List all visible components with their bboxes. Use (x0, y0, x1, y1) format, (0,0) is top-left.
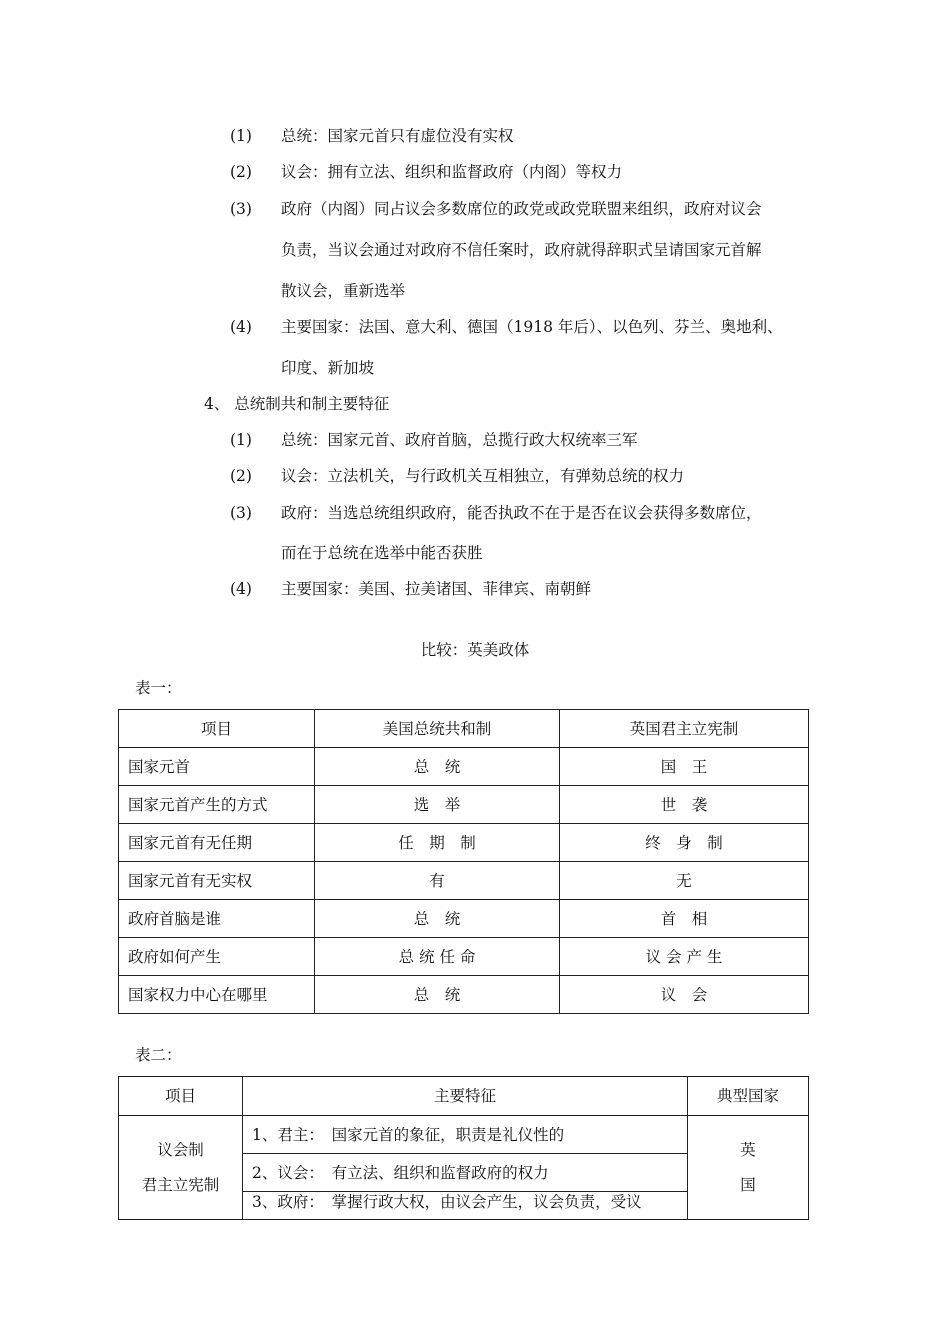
list-text-3a: 政府（内阁）同占议会多数席位的政党或政党联盟来组织，政府对议会 (281, 200, 762, 218)
table-cell: 总 统 任 命 (315, 938, 560, 976)
table-cell: 国家元首 (119, 748, 315, 786)
item-line: 议会制 (157, 1140, 204, 1159)
table-row (119, 786, 809, 824)
table-row (119, 1116, 809, 1154)
pres-text-1: 总统：国家元首、政府首脑，总揽行政大权统率三军 (281, 431, 638, 449)
list-text-1: 总统：国家元首只有虚位没有实权 (281, 127, 514, 145)
table-cell: 国家元首有无任期 (119, 824, 315, 862)
list-text-4b: 印度、新加坡 (281, 359, 375, 377)
table-row (119, 938, 809, 976)
pres-text-4: 主要国家：美国、拉美诸国、菲律宾、南朝鲜 (281, 580, 592, 598)
table-header-row (119, 1077, 809, 1116)
feature-cell: 2、议会： 有立法、组织和监督政府的权力 (243, 1154, 688, 1192)
comparison-table-2 (118, 1076, 809, 1220)
pres-num-2: (2) (230, 467, 252, 485)
table-cell: 首 相 (560, 900, 809, 938)
item-line: 君主立宪制 (141, 1175, 220, 1194)
list-text-3b: 负责，当议会通过对政府不信任案时，政府就得辞职式呈请国家元首解 (281, 241, 762, 259)
pres-num-1: (1) (230, 431, 252, 449)
list-text-3c: 散议会，重新选举 (281, 282, 406, 300)
pres-num-4: (4) (230, 580, 252, 598)
table-header-row (119, 710, 809, 748)
table-cell: 无 (560, 862, 809, 900)
pres-text-3a: 政府：当选总统组织政府，能否执政不在于是否在议会获得多数席位， (281, 504, 762, 522)
pres-text-3b: 而在于总统在选举中能否获胜 (281, 544, 483, 562)
table-cell: 总 统 (315, 748, 560, 786)
table-cell: 国家元首产生的方式 (119, 786, 315, 824)
comparison-title: 比较：英美政体 (420, 641, 530, 659)
table-cell: 世 袭 (560, 786, 809, 824)
list-num-2: (2) (230, 163, 252, 181)
list-text-2: 议会：拥有立法、组织和监督政府（内阁）等权力 (281, 163, 623, 181)
table-row (119, 748, 809, 786)
table-cell: 选 举 (315, 786, 560, 824)
table-cell: 议 会 (560, 976, 809, 1014)
table1-label: 表一： (135, 679, 182, 697)
table-row (119, 976, 809, 1014)
table-cell: 国 王 (560, 748, 809, 786)
pres-num-3: (3) (230, 504, 252, 522)
list-num-4: (4) (230, 318, 252, 336)
feature-cell: 3、政府： 掌握行政大权，由议会产生，议会负责，受议 (243, 1192, 688, 1220)
comparison-table-1 (118, 709, 809, 1014)
country-line: 国 (740, 1175, 756, 1194)
table-cell: 政府如何产生 (119, 938, 315, 976)
pres-text-2: 议会：立法机关，与行政机关互相独立，有弹劾总统的权力 (281, 467, 685, 485)
table-cell: 终 身 制 (560, 824, 809, 862)
table2-label: 表二： (135, 1046, 182, 1064)
list-num-3: (3) (230, 200, 252, 218)
table-cell: 议 会 产 生 (560, 938, 809, 976)
table-row (119, 900, 809, 938)
table-cell: 任 期 制 (315, 824, 560, 862)
table-cell: 国家元首有无实权 (119, 862, 315, 900)
item-cell (119, 1116, 243, 1220)
table-cell: 总 统 (315, 900, 560, 938)
section-heading: 4、 总统制共和制主要特征 (204, 395, 390, 413)
country-line: 英 (740, 1140, 756, 1159)
table-cell: 有 (315, 862, 560, 900)
table-row (119, 862, 809, 900)
header-cell: 项目 (119, 710, 315, 748)
table-cell: 国家权力中心在哪里 (119, 976, 315, 1014)
list-num-1: (1) (230, 127, 252, 145)
header-cell: 主要特征 (243, 1077, 688, 1116)
header-cell: 英国君主立宪制 (560, 710, 809, 748)
feature-cell: 1、君主： 国家元首的象征，职责是礼仪性的 (243, 1116, 688, 1154)
table-row (119, 824, 809, 862)
header-cell: 项目 (119, 1077, 243, 1116)
header-cell: 典型国家 (688, 1077, 809, 1116)
list-text-4a: 主要国家：法国、意大利、德国（1918 年后）、以色列、芬兰、奥地利、 (281, 318, 783, 336)
country-cell (688, 1116, 809, 1220)
table-cell: 政府首脑是谁 (119, 900, 315, 938)
header-cell: 美国总统共和制 (315, 710, 560, 748)
table-cell: 总 统 (315, 976, 560, 1014)
